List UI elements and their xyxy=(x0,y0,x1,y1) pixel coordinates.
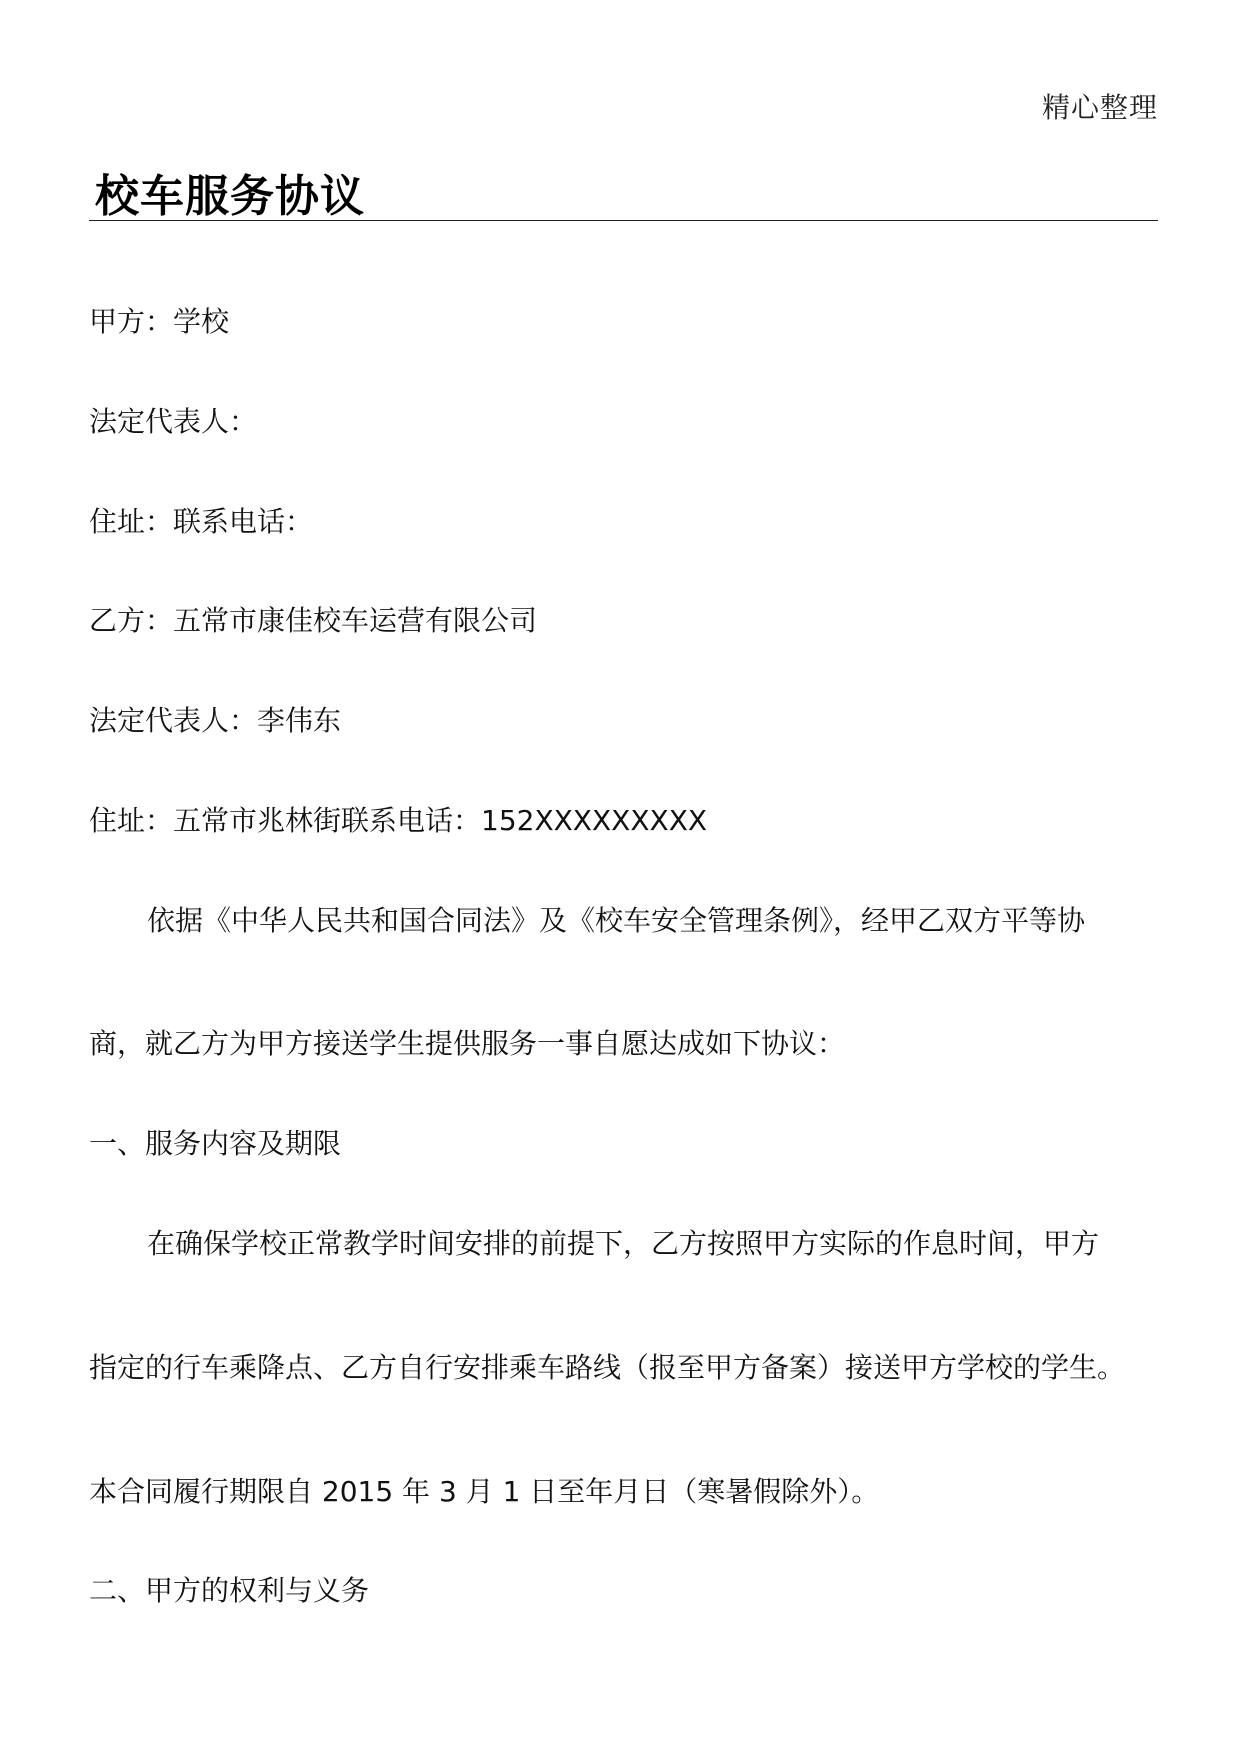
section-1-line-2: 指定的行车乘降点、乙方自行安排乘车路线（报至甲方备案）接送甲方学校的学生。 xyxy=(89,1351,1126,1384)
paragraph-intro-line-2: 商，就乙方为甲方接送学生提供服务一事自愿达成如下协议： xyxy=(89,1027,846,1060)
party-b-representative: 法定代表人：李伟东 xyxy=(89,704,342,737)
document-title: 校车服务协议 xyxy=(95,171,365,222)
section-1-line-3: 本合同履行期限自 2015 年 3 月 1 日至年月日（寒暑假除外）。 xyxy=(89,1475,880,1508)
party-a-representative: 法定代表人： xyxy=(89,405,258,438)
header-note: 精心整理 xyxy=(1041,91,1158,124)
section-heading-1: 一、服务内容及期限 xyxy=(89,1127,342,1160)
section-1-line-1: 在确保学校正常教学时间安排的前提下，乙方按照甲方实际的作息时间，甲方 xyxy=(147,1227,1100,1260)
party-a-address: 住址：联系电话： xyxy=(89,505,314,538)
party-b-address: 住址：五常市兆林街联系电话：152XXXXXXXXX xyxy=(89,804,708,837)
section-heading-2: 二、甲方的权利与义务 xyxy=(89,1574,370,1607)
title-underline xyxy=(89,220,1158,221)
paragraph-intro-line-1: 依据《中华人民共和国合同法》及《校车安全管理条例》，经甲乙双方平等协 xyxy=(147,904,1086,937)
party-b-line: 乙方：五常市康佳校车运营有限公司 xyxy=(89,604,538,637)
party-a-line: 甲方：学校 xyxy=(89,305,230,338)
